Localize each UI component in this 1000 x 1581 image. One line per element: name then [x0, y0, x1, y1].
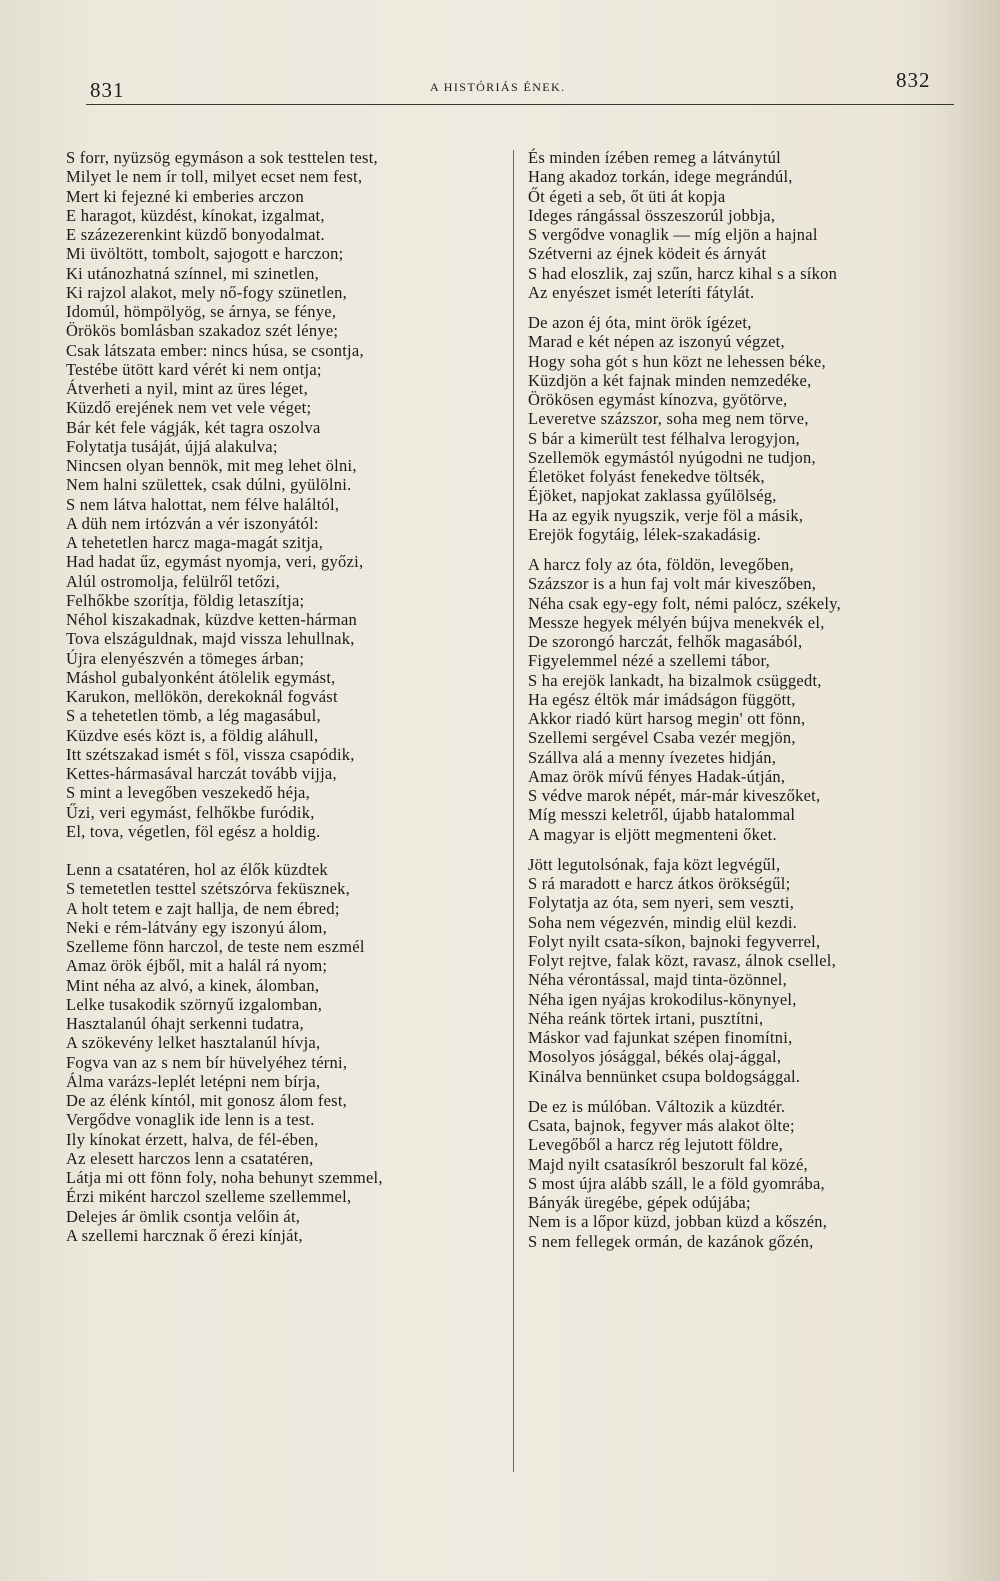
verse-line: Ki rajzol alakot, mely nő-fogy szünetlen, [66, 282, 348, 302]
verse-line: E százezerenkint küzdő bonyodalmat. [66, 225, 325, 244]
verse-line: Hasztalanúl óhajt serkenni tudatra, [66, 1014, 304, 1033]
verse-line: Űzi, veri egymást, felhőkbe furódik, [66, 802, 315, 822]
page-header [86, 68, 956, 108]
stanza [528, 313, 968, 544]
verse-line: Csak látszata ember: nincs húsa, se csontja, [66, 340, 364, 360]
stanza-gap [66, 841, 506, 860]
verse-line: Lenn a csatatéren, hol az élők küzdtek [66, 860, 328, 879]
verse-line: Mi üvöltött, tombolt, sajogott e harczon; [66, 244, 344, 264]
verse-line: S temetetlen testtel szétszórva feküsznek, [66, 879, 351, 899]
verse-line: A szellemi harcznak ő érezi kínját, [66, 1225, 303, 1245]
verse-line: A szökevény lelket hasztalanúl hívja, [66, 1033, 321, 1053]
left-column [66, 148, 506, 1245]
verse-line: És minden ízében remeg a látványtúl [528, 148, 781, 167]
verse-line: Látja mi ott fönn foly, noha behunyt szemmel, [66, 1168, 383, 1187]
verse-line: S had eloszlik, zaj szűn, harcz kihal s a síkon [528, 263, 838, 283]
verse-line: S forr, nyüzsög egymáson a sok testtelen test, [66, 148, 378, 167]
verse-line: Nem halni születtek, csak dúlni, gyülölni. [66, 475, 352, 495]
verse-line: S rá maradott e harcz átkos örökségűl; [528, 874, 791, 893]
verse-line: Máshol gubalyonként átölelik egymást, [66, 667, 336, 687]
verse-line: Örökös bomlásban szakadoz szét lénye; [66, 321, 339, 341]
header-rule [86, 104, 954, 105]
stanza-gap [528, 302, 968, 313]
verse-line: E haragot, küzdést, kínokat, izgalmat, [66, 205, 325, 225]
running-title: A HISTÓRIÁS ÉNEK. [430, 80, 566, 94]
verse-line: Messze hegyek mélyén bújva menekvék el, [528, 612, 825, 632]
verse-line: Örökösen egymást kínozva, gyötörve, [528, 390, 788, 409]
verse-line: A magyar is eljött megmenteni őket. [528, 824, 777, 844]
verse-line: Folyt rejtve, falak közt, ravasz, álnok csellel, [528, 951, 836, 970]
verse-line: Szelleme fönn harczol, de teste nem eszmél [66, 937, 365, 956]
column-divider [513, 150, 514, 1472]
verse-line: Százszor is a hun faj volt már kiveszőben, [528, 574, 817, 594]
verse-line: Itt szétszakad ismét s föl, vissza csapódik, [66, 744, 355, 764]
verse-line: Leveretve százszor, soha meg nem törve, [528, 409, 809, 429]
verse-line: S mint a levegőben veszekedő héja, [66, 783, 311, 803]
stanza [66, 860, 506, 1245]
stanza [66, 148, 506, 841]
stanza-gap [528, 544, 968, 555]
verse-line: Testébe ütött kard vérét ki nem ontja; [66, 359, 322, 379]
stanza [528, 148, 968, 302]
verse-line: Csata, bajnok, fegyver más alakot ölte; [528, 1116, 795, 1135]
verse-line: Karukon, mellökön, derekoknál fogvást [66, 687, 338, 706]
verse-line: Erejök fogytáig, lélek-szakadásig. [528, 524, 761, 544]
verse-line: S a tehetetlen tömb, a lég magasábul, [66, 706, 321, 726]
verse-line: S védve marok népét, már-már kiveszőket, [528, 786, 821, 805]
verse-line: Soha nem végezvén, mindig elül kezdi. [528, 912, 798, 932]
verse-line: El, tova, végetlen, föl egész a holdig. [66, 821, 321, 841]
stanza [528, 855, 968, 1086]
verse-line: Életöket folyást fenekedve töltsék, [528, 467, 765, 486]
stanza-gap [528, 1086, 968, 1097]
verse-line: Milyet le nem ír toll, milyet ecset nem fest, [66, 167, 363, 187]
verse-line: Hang akadoz torkán, idege megrándúl, [528, 167, 793, 187]
verse-line: Az enyészet ismét leteríti fátylát. [528, 282, 755, 302]
verse-line: Érzi miként harczol szelleme szellemmel, [66, 1187, 352, 1207]
verse-line: Mosolyos jósággal, békés olaj-ággal, [528, 1047, 782, 1067]
verse-line: A holt tetem e zajt hallja, de nem ébred; [66, 898, 340, 918]
verse-line: A harcz foly az óta, földön, levegőben, [528, 555, 794, 574]
verse-line: Tova elszáguldnak, majd vissza lehullnak, [66, 629, 355, 649]
verse-line: Ily kínokat érzett, halva, de fél-ében, [66, 1129, 319, 1149]
verse-line: Akkor riadó kürt harsog megin' ott fönn, [528, 709, 806, 728]
verse-line: Szállva alá a menny ívezetes hidján, [528, 747, 777, 767]
verse-line: Ideges rángással összeszorúl jobbja, [528, 205, 776, 225]
verse-line: De az élénk kíntól, mit gonosz álom fest, [66, 1091, 348, 1110]
verse-line: Szellemök egymástól nyúgodni ne tudjon, [528, 447, 816, 467]
verse-line: Levegőből a harcz rég lejutott földre, [528, 1135, 784, 1155]
verse-line: S nem látva halottat, nem félve haláltól, [66, 494, 340, 514]
page-number-right: 832 [896, 68, 931, 92]
verse-line: Kettes-hármasával harczát tovább vijja, [66, 764, 337, 783]
verse-line: Idomúl, hömpölyög, se árnya, se fénye, [66, 302, 337, 321]
verse-line: Mert ki fejezné ki emberies arczon [66, 186, 305, 206]
verse-line: Őt égeti a seb, őt üti át kopja [528, 186, 726, 206]
verse-line: Folytatja az óta, sem nyeri, sem veszti, [528, 893, 795, 913]
verse-line: Újra elenyészvén a tömeges árban; [66, 648, 305, 668]
stanza [528, 555, 968, 844]
verse-line: Lelke tusakodik szörnyű izgalomban, [66, 994, 323, 1014]
verse-line: Amaz örök mívű fényes Hadak-útján, [528, 766, 786, 786]
verse-line: Majd nyilt csatasíkról beszorult fal közé, [528, 1154, 808, 1174]
verse-line: A düh nem irtózván a vér iszonyától: [66, 513, 319, 533]
verse-line: Néha vérontással, majd tinta-özönnel, [528, 970, 787, 990]
verse-line: Amaz örök éjből, mit a halál rá nyom; [66, 956, 328, 976]
verse-line: S most újra alább száll, le a föld gyomrába, [528, 1173, 825, 1193]
verse-line: S vergődve vonaglik — míg eljön a hajnal [528, 225, 818, 244]
verse-line: Néha csak egy-egy folt, némi palócz, székely, [528, 593, 842, 613]
verse-line: Bányák üregébe, gépek odújába; [528, 1193, 751, 1212]
verse-line: Bár két fele vágják, két tagra oszolva [66, 417, 321, 437]
right-column [528, 148, 968, 1251]
verse-line: Delejes ár ömlik csontja velőin át, [66, 1206, 301, 1226]
verse-line: Szétverni az éjnek ködeit és árnyát [528, 244, 767, 264]
verse-line: Figyelemmel nézé a szellemi tábor, [528, 651, 770, 671]
verse-line: Átverheti a nyil, mint az üres léget, [66, 379, 309, 398]
verse-line: De ez is múlóban. Változik a küzdtér. [528, 1096, 786, 1116]
verse-line: Had hadat űz, egymást nyomja, veri, győzi, [66, 552, 364, 572]
verse-line: Éjöket, napjokat zaklassa gyűlölség, [528, 486, 777, 506]
stanza-gap [528, 844, 968, 855]
verse-line: Ha egész éltök már imádságon függött, [528, 689, 796, 709]
verse-line: Folyt nyilt csata-síkon, bajnoki fegyverrel, [528, 931, 821, 951]
verse-line: Alúl ostromolja, felülről tetőzi, [66, 571, 281, 591]
page-number-left: 831 [90, 78, 125, 102]
verse-line: Nem is a lőpor küzd, jobban küzd a kőszén, [528, 1212, 828, 1232]
verse-line: De azon éj óta, mint örök ígézet, [528, 313, 752, 332]
verse-line: S bár a kimerült test félhalva lerogyjon, [528, 428, 800, 448]
stanza [528, 1097, 968, 1251]
verse-line: Fogva van az s nem bír hüvelyéhez térni, [66, 1052, 348, 1072]
verse-line: Míg messzi keletről, újabb hatalommal [528, 805, 796, 825]
verse-line: Néha igen nyájas krokodilus-könynyel, [528, 989, 797, 1009]
verse-line: Folytatja tusáját, újjá alakulva; [66, 436, 278, 456]
verse-line: Mint néha az alvó, a kinek, álomban, [66, 975, 320, 995]
verse-line: Ki utánozhatná színnel, mi szinetlen, [66, 263, 320, 283]
verse-line: Hogy soha gót s hun közt ne lehessen béke, [528, 351, 826, 371]
verse-line: A tehetetlen harcz maga-magát szitja, [66, 533, 324, 552]
verse-line: Marad e két népen az iszonyú végzet, [528, 332, 785, 352]
verse-line: Az elesett harczos lenn a csatatéren, [66, 1148, 314, 1168]
verse-line: Neki e rém-látvány egy iszonyú álom, [66, 917, 328, 937]
verse-line: Küzdve esés közt is, a földig aláhull, [66, 725, 319, 745]
verse-line: Küzdjön a két fajnak minden nemzedéke, [528, 370, 812, 390]
verse-line: Jött legutolsónak, faja közt legvégűl, [528, 854, 781, 874]
verse-line: Máskor vad fajunkat szépen finomítni, [528, 1028, 793, 1047]
verse-line: Küzdő erejének nem vet vele véget; [66, 398, 312, 418]
verse-line: De szorongó harczát, felhők magasából, [528, 632, 803, 651]
verse-line: Ha az egyik nyugszik, verje föl a másik, [528, 505, 804, 525]
verse-line: S ha erejök lankadt, ha bizalmok csüggedt, [528, 670, 822, 690]
verse-line: Vergődve vonaglik ide lenn is a test. [66, 1110, 315, 1130]
verse-line: Néhol kiszakadnak, küzdve ketten-hárman [66, 610, 358, 629]
verse-line: Szellemi sergével Csaba vezér megjön, [528, 728, 796, 748]
verse-line: Nincsen olyan bennök, mit meg lehet ölni, [66, 456, 357, 475]
verse-line: S nem fellegek ormán, de kazánok gőzén, [528, 1231, 814, 1251]
verse-line: Álma varázs-leplét letépni nem bírja, [66, 1071, 321, 1091]
verse-line: Felhőkbe szorítja, földig letaszítja; [66, 590, 305, 610]
verse-line: Kinálva bennünket csupa boldogsággal. [528, 1066, 801, 1086]
verse-line: Néha reánk törtek irtani, pusztítni, [528, 1008, 764, 1028]
